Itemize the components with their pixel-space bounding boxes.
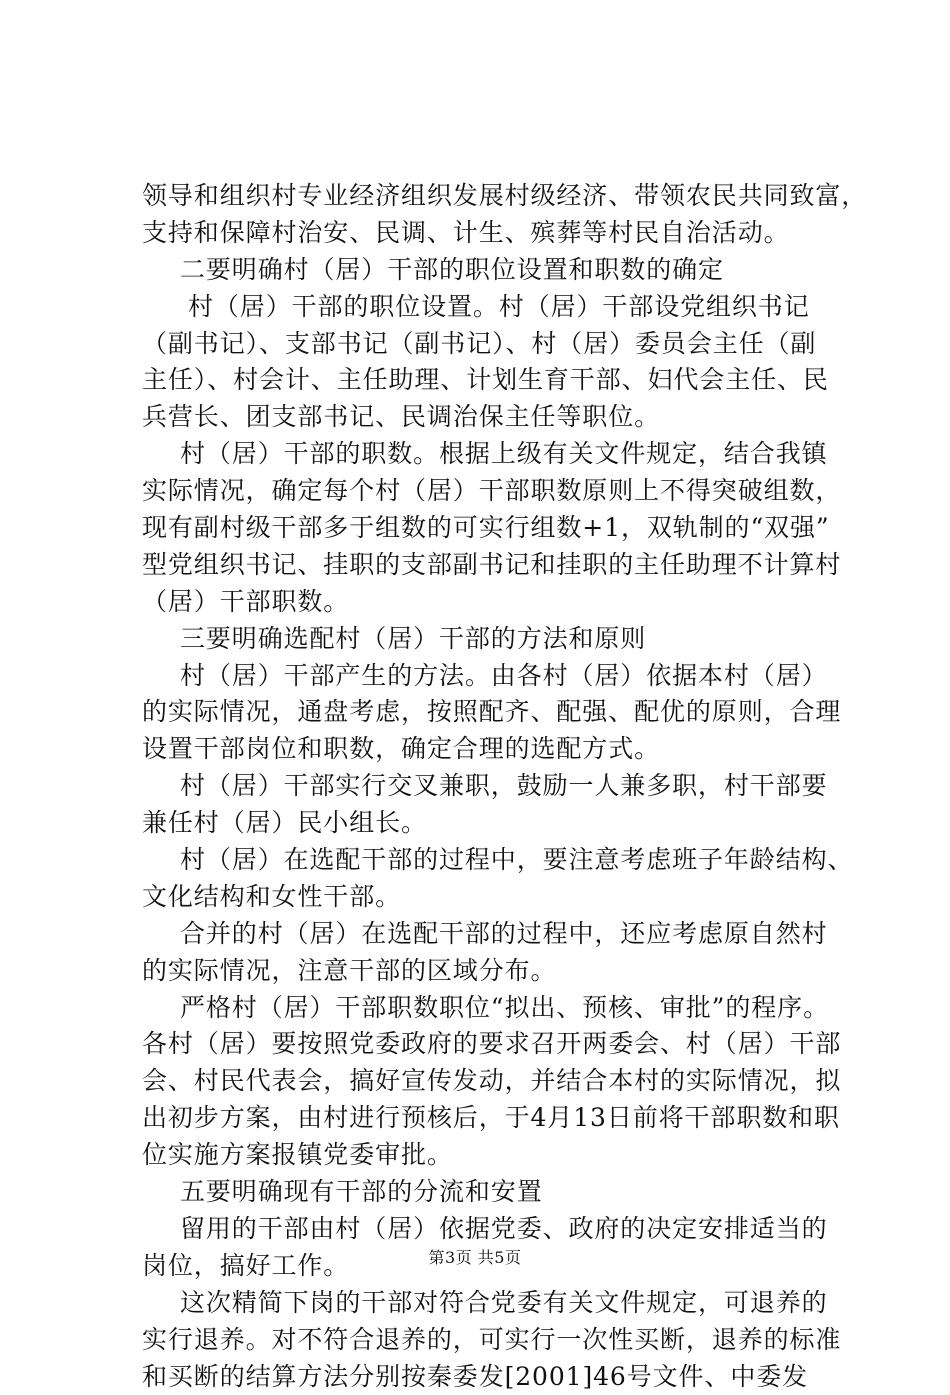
text-line: 现有副村级干部多于组数的可实行组数+1，双轨制的“双强”: [142, 510, 842, 547]
text-line: 会、村民代表会，搞好宣传发动，并结合本村的实际情况，拟: [142, 1063, 842, 1100]
page-number-footer: 第3页 共5页: [0, 1245, 950, 1268]
text-line: 村（居）干部实行交叉兼职，鼓励一人兼多职，村干部要: [142, 768, 842, 805]
text-line: 的实际情况，注意干部的区域分布。: [142, 953, 842, 990]
document-body: [142, 178, 842, 1395]
text-line: 和买断的结算方法分别按秦委发[2001]46号文件、中委发: [142, 1359, 842, 1395]
text-line: 型党组织书记、挂职的支部副书记和挂职的主任助理不计算村: [142, 547, 842, 584]
text-line: 实行退养。对不符合退养的，可实行一次性买断，退养的标准: [142, 1322, 842, 1359]
text-line: 的实际情况，通盘考虑，按照配齐、配强、配优的原则，合理: [142, 694, 842, 731]
section-heading: 三要明确选配村（居）干部的方法和原则: [142, 621, 842, 658]
text-line: 兼任村（居）民小组长。: [142, 805, 842, 842]
text-line: 主任）、村会计、主任助理、计划生育干部、妇代会主任、民: [142, 362, 842, 399]
text-line: 岗位，搞好工作。: [142, 1248, 842, 1285]
text-line: 村（居）干部产生的方法。由各村（居）依据本村（居）: [142, 658, 842, 695]
text-line: 各村（居）要按照党委政府的要求召开两委会、村（居）干部: [142, 1026, 842, 1063]
text-line: 兵营长、团支部书记、民调治保主任等职位。: [142, 399, 842, 436]
section-heading: 二要明确村（居）干部的职位设置和职数的确定: [142, 252, 842, 289]
text-line: 出初步方案，由村进行预核后，于4月13日前将干部职数和职: [142, 1100, 842, 1137]
text-line: 这次精简下岗的干部对符合党委有关文件规定，可退养的: [142, 1285, 842, 1322]
text-line: 严格村（居）干部职数职位“拟出、预核、审批”的程序。: [142, 990, 842, 1027]
text-line: 村（居）干部的职位设置。村（居）干部设党组织书记: [142, 289, 842, 326]
text-line: 支持和保障村治安、民调、计生、殡葬等村民自治活动。: [142, 215, 842, 252]
text-line: 留用的干部由村（居）依据党委、政府的决定安排适当的: [142, 1211, 842, 1248]
text-line: 设置干部岗位和职数，确定合理的选配方式。: [142, 731, 842, 768]
text-line: 文化结构和女性干部。: [142, 879, 842, 916]
text-line: （居）干部职数。: [142, 584, 842, 621]
text-line: 村（居）干部的职数。根据上级有关文件规定，结合我镇: [142, 436, 842, 473]
text-line: 领导和组织村专业经济组织发展村级经济、带领农民共同致富，: [142, 178, 842, 215]
text-line: 合并的村（居）在选配干部的过程中，还应考虑原自然村: [142, 916, 842, 953]
text-line: 实际情况，确定每个村（居）干部职数原则上不得突破组数，: [142, 473, 842, 510]
section-heading: 五要明确现有干部的分流和安置: [142, 1174, 842, 1211]
text-line: （副书记）、支部书记（副书记）、村（居）委员会主任（副: [142, 326, 842, 363]
text-line: 村（居）在选配干部的过程中，要注意考虑班子年龄结构、: [142, 842, 842, 879]
text-line: 位实施方案报镇党委审批。: [142, 1137, 842, 1174]
